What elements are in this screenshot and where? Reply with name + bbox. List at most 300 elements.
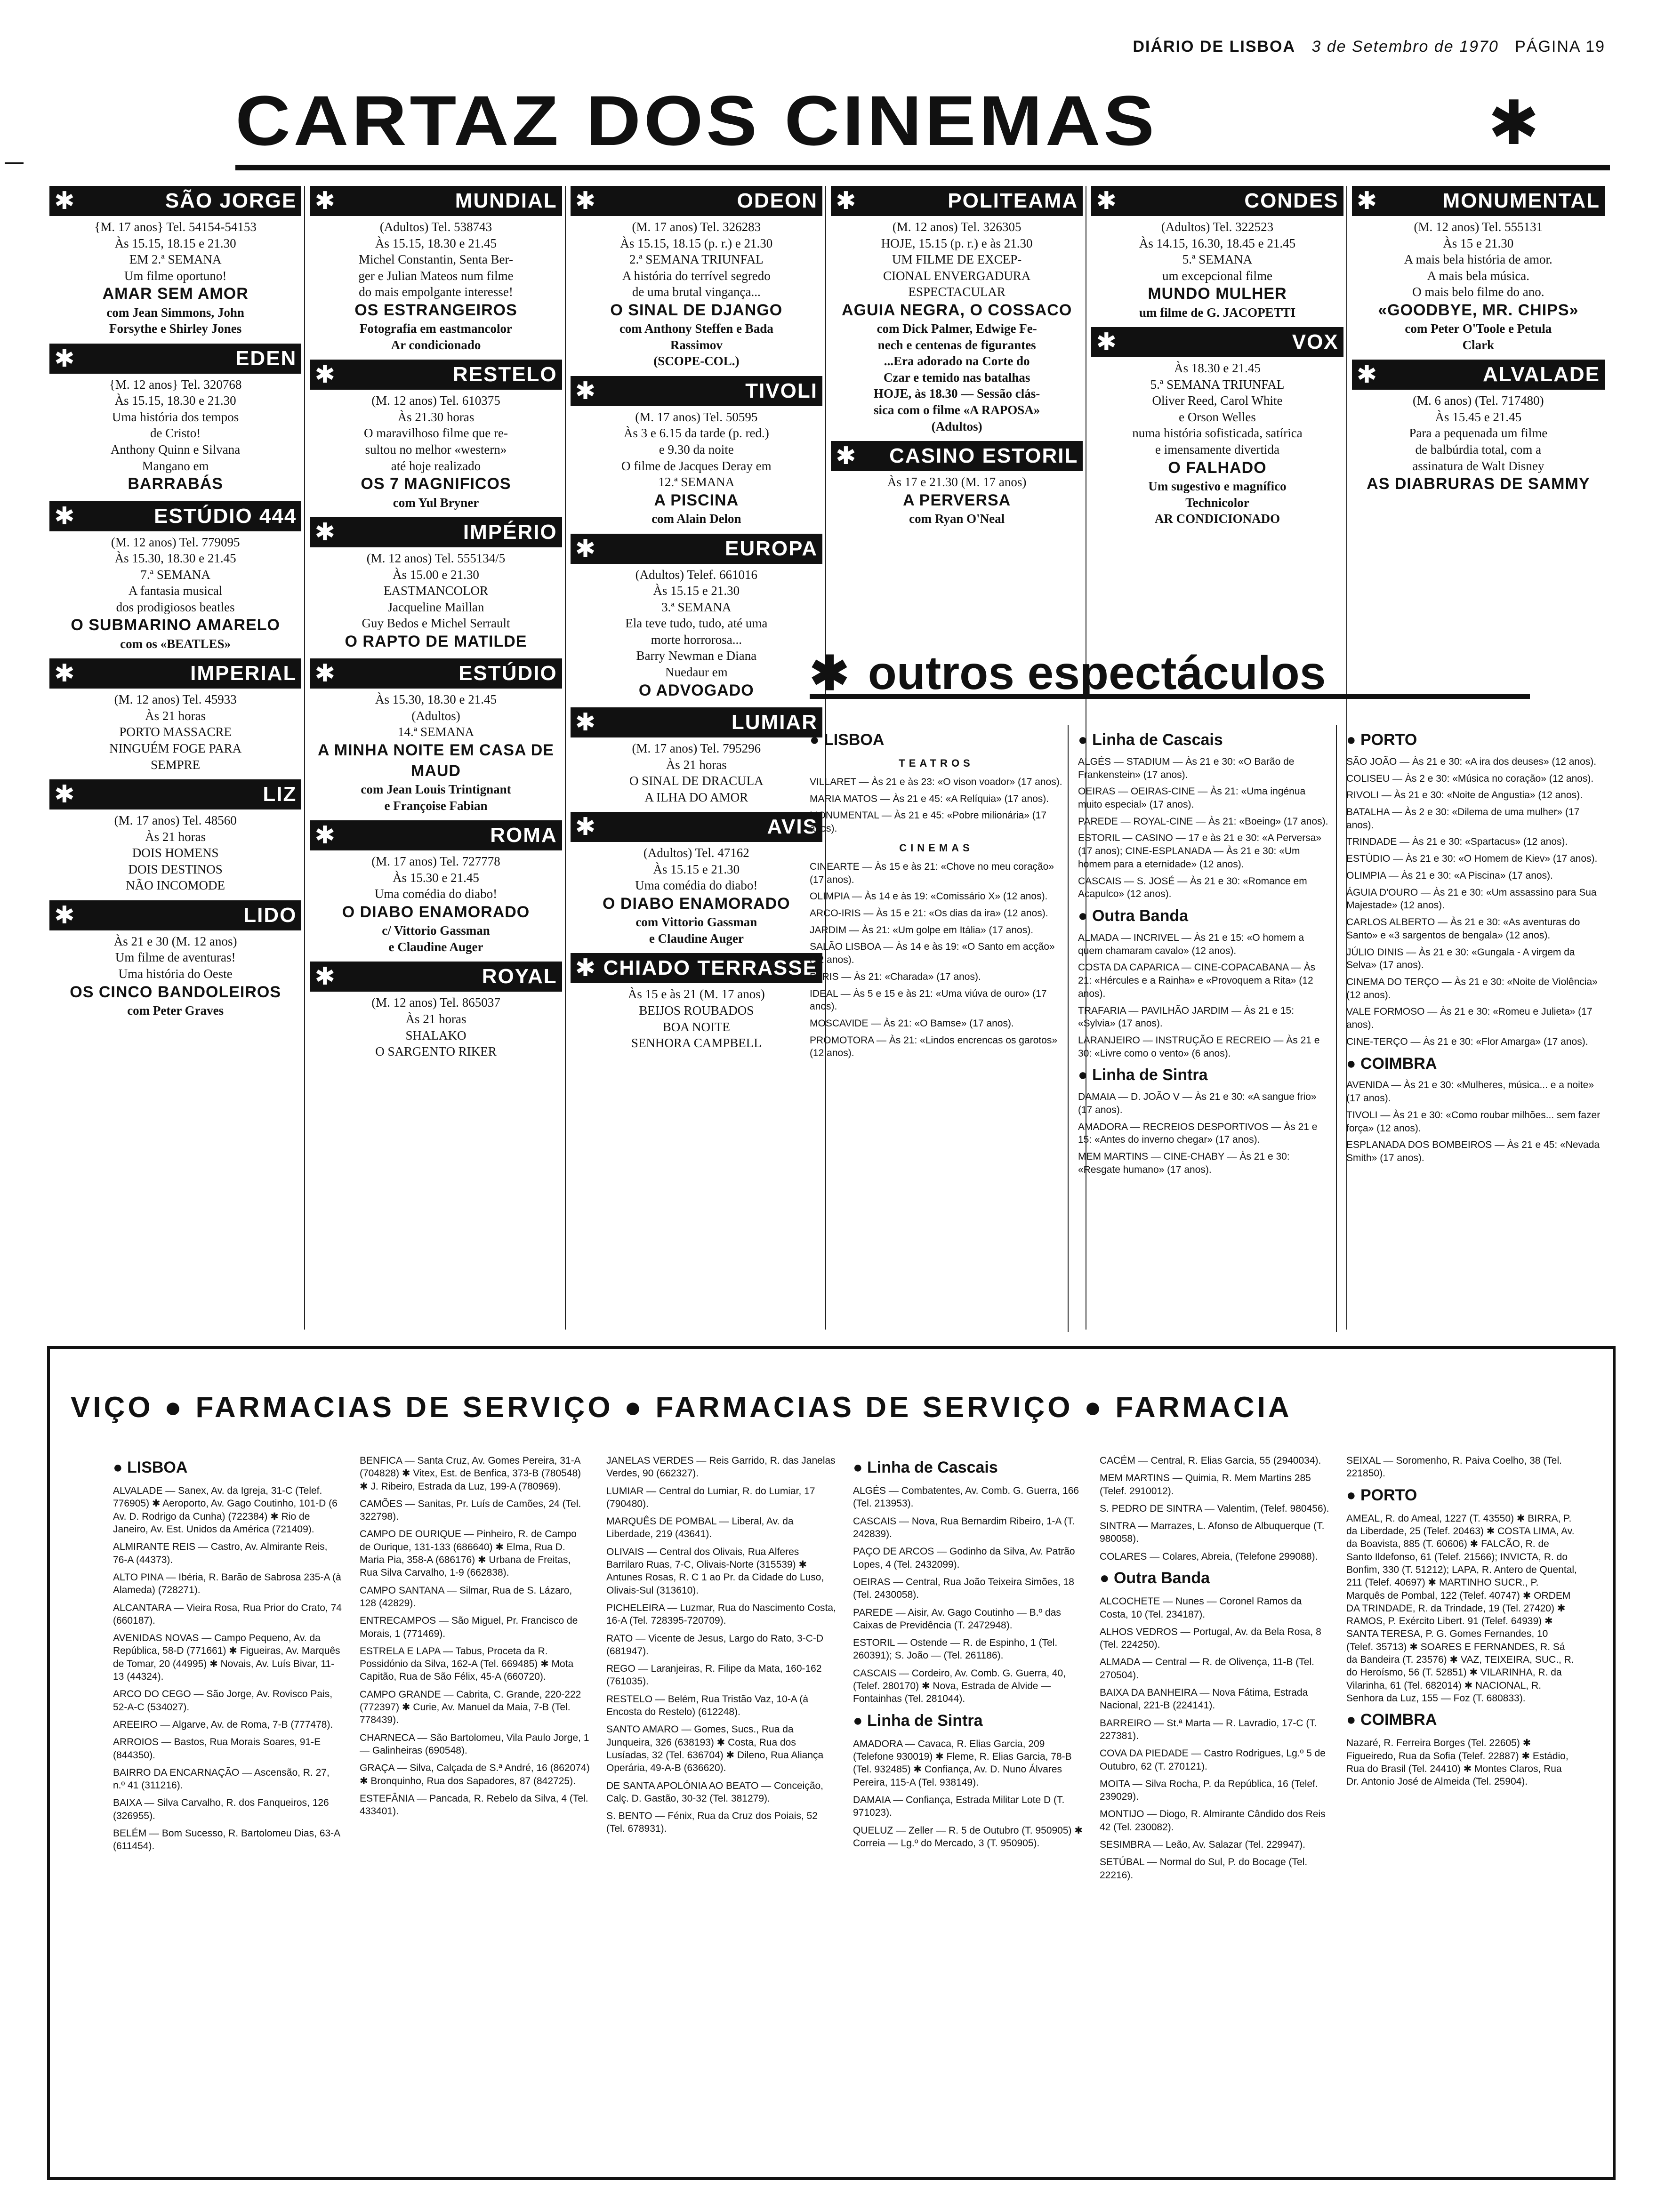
farmacia-entry: BAIRRO DA ENCARNAÇÃO — Ascensão, R. 27, n.º 41 (311216). [113, 1767, 330, 1791]
farmacia-entry: RATO — Vicente de Jesus, Largo do Rato, 3-C-D (681947). [606, 1633, 824, 1657]
cinema-name: LIZ [263, 783, 297, 806]
cinema-listing [49, 658, 301, 776]
cinema-name-bar [49, 501, 301, 531]
cinema-line: de Cristo! [150, 426, 201, 441]
farmacia-entry: DE SANTA APOLÓNIA AO BEATO — Conceição, Calç. D. Gastão, 30-32 (Tel. 381279). [606, 1780, 824, 1804]
cinema-column [571, 186, 826, 1330]
farmacia-column [113, 1454, 344, 2151]
farmacia-entry: AVENIDAS NOVAS — Campo Pequeno, Av. da República, 58-D (771661) ✱ Figueiras, Av. Marquês de Tomar, 20 (44995) ✱ Novais, Av. Luís Bivar, 11-13 (44324). [113, 1633, 340, 1683]
cinema-name: ESTÚDIO [458, 662, 557, 685]
cinema-line: 5.ª SEMANA [1182, 252, 1253, 267]
cinema-line: UM FILME DE EXCEP- [892, 252, 1022, 267]
farmacia-column [606, 1454, 837, 2151]
cinema-line: BEIJOS ROUBADOS [639, 1003, 754, 1018]
asterisk-icon: ✱ [54, 187, 76, 215]
cinema-line: com Peter Graves [127, 1003, 224, 1018]
cinema-line: Guy Bedos e Michel Serrault [362, 616, 510, 631]
listing-entry: DAMAIA — D. JOÃO V — Às 21 e 30: «A sangue frio» (17 anos). [1078, 1091, 1317, 1115]
asterisk-icon: ✱ [1096, 187, 1118, 215]
cinema-info [571, 216, 822, 372]
listing-entry: ESPLANADA DOS BOMBEIROS — Às 21 e 45: «Nevada Smith» (17 anos). [1346, 1139, 1600, 1163]
cinema-line: EASTMANCOLOR [383, 584, 488, 598]
cinema-name: ROMA [490, 824, 557, 847]
cinema-line: (Adultos) Tel. 322523 [1161, 220, 1274, 234]
cinema-line: Technicolor [1185, 495, 1249, 510]
cinema-line: PORTO MASSACRE [119, 725, 232, 739]
farmacia-entry: AREEIRO — Algarve, Av. de Roma, 7-B (777478). [113, 1719, 333, 1730]
film-title: A MINHA NOITE EM CASA DE MAUD [318, 741, 554, 780]
farmacia-entry: ALMADA — Central — R. de Olivença, 11-B (Tel. 270504). [1100, 1657, 1314, 1681]
cinema-info [49, 809, 301, 897]
farmacia-entry: ARROIOS — Bastos, Rua Morais Soares, 91-E (844350). [113, 1737, 321, 1761]
cinema-name: LUMIAR [731, 711, 818, 734]
cinema-line: até hoje realizado [391, 458, 481, 473]
farmacia-entry: ALMIRANTE REIS — Castro, Av. Almirante Reis, 76-A (44373). [113, 1541, 328, 1565]
region-heading: ● PORTO [1346, 1486, 1417, 1504]
listing-entry: MOSCAVIDE — Às 21: «O Bamse» (17 anos). [810, 1018, 1014, 1029]
cinema-line: Às 15.30 e 21.45 [393, 870, 479, 885]
cinema-line: HOJE, 15.15 (p. r.) e às 21.30 [881, 236, 1033, 250]
cinema-line: Forsythe e Shirley Jones [109, 321, 242, 336]
cinema-line: com Yul Bryner [393, 495, 479, 510]
cinema-line: e Françoise Fabian [384, 798, 488, 813]
farmacia-column [1100, 1454, 1330, 2151]
cinema-listing [571, 812, 822, 949]
outros-col-porto [1342, 725, 1605, 1332]
cinema-line: Às 21 horas [145, 829, 206, 844]
cinema-line: A mais bela música. [1427, 268, 1530, 283]
cinema-line: (M. 17 anos) Tel. 48560 [114, 813, 237, 828]
cinema-name-bar [1352, 360, 1605, 390]
cinema-line: O filme de Jacques Deray em [621, 458, 772, 473]
cinema-name-bar [310, 658, 562, 689]
farmacia-entry: Nazaré, R. Ferreira Borges (Tel. 22605) ✱ Figueiredo, Rua da Sofia (Telef. 22887) ✱ Estádio, Rua do Brasil (Tel. 24410) ✱ Montes Claros, Rua Dr. Antonio José de Almeida (Tel. 25904). [1346, 1738, 1569, 1787]
cinema-line: ger e Julian Mateos num filme [358, 268, 514, 283]
listing-entry: IDEAL — Às 5 e 15 e às 21: «Uma viúva de ouro» (17 anos). [810, 988, 1047, 1012]
listing-entry: VILLARET — Às 21 e às 23: «O vison voador» (17 anos). [810, 776, 1062, 787]
cinema-name-bar [310, 820, 562, 850]
listing-entry: CINE-TERÇO — Às 21 e 30: «Flor Amarga» (17 anos). [1346, 1036, 1588, 1047]
farmacia-entry: CAMPO DE OURIQUE — Pinheiro, R. de Campo de Ourique, 131-133 (686640) ✱ Elma, Rua D. Maria Pia, 358-A (686176) ✱ Urbana de Freitas, Rua Silva Carvalho, 1-9 (662838). [360, 1529, 577, 1579]
cinema-name-bar [1091, 186, 1343, 216]
cinema-name: ROYAL [482, 965, 557, 988]
film-title: O SUBMARINO AMARELO [71, 616, 280, 634]
cinema-listing [310, 962, 562, 1062]
farmacia-entry: OEIRAS — Central, Rua João Teixeira Simões, 18 (Tel. 2430058). [853, 1576, 1074, 1601]
cinema-line: c/ Vittorio Gassman [382, 923, 490, 938]
listing-entry: PROMOTORA — Às 21: «Lindos encrencas os garotos» (12 anos). [810, 1034, 1058, 1059]
listing-entry: TRINDADE — Às 21 e 30: «Spartacus» (12 anos). [1346, 836, 1568, 848]
cinema-info [310, 547, 562, 655]
cinema-name: MUNDIAL [455, 189, 557, 212]
cinema-name-bar [571, 953, 822, 983]
cinema-line: Um filme oportuno! [124, 268, 227, 283]
cinema-line: (M. 12 anos) Tel. 45933 [114, 692, 237, 707]
cinema-name: EDEN [235, 346, 297, 370]
cinema-listing [571, 186, 822, 372]
cinema-line: Às 15.00 e 21.30 [393, 567, 479, 582]
cinema-line: Às 18.30 e 21.45 [1174, 361, 1261, 376]
cinema-line: SENHORA CAMPBELL [631, 1036, 762, 1050]
cinema-listing [1091, 327, 1343, 529]
listing-entry: JÚLIO DINIS — Às 21 e 30: «Gungala - A virgem da Selva» (17 anos). [1346, 946, 1575, 971]
cinema-info [49, 930, 301, 1022]
cinema-name: RESTELO [452, 363, 557, 386]
region-heading: ● COIMBRA [1346, 1054, 1437, 1073]
farmacia-entry: PAREDE — Aisir, Av. Gago Coutinho — B.º das Caixas de Previdência (T. 2472948). [853, 1607, 1061, 1631]
cinema-line: O SARGENTO RIKER [375, 1044, 497, 1059]
cinema-line: numa história sofisticada, satírica [1132, 426, 1303, 441]
cinema-line: 2.ª SEMANA TRIUNFAL [629, 252, 764, 267]
listing-entry: ESTORIL — CASINO — 17 e às 21 e 30: «A Perversa» (17 anos); CINE-ESPLANADA — Às 21 e 30: «Um homem para a eternidade» (12 anos). [1078, 833, 1322, 870]
cinema-line: Ar condicionado [391, 337, 481, 352]
film-title: A PERVERSA [903, 491, 1011, 509]
asterisk-icon: ✱ [1488, 87, 1539, 159]
asterisk-icon: ✱ [835, 442, 857, 471]
film-title: A PISCINA [654, 491, 739, 509]
film-title: OS 7 MAGNIFICOS [361, 475, 511, 493]
listing-entry: LARANJEIRO — INSTRUÇÃO E RECREIO — Às 21 e 30: «Livre como o vento» (6 anos). [1078, 1034, 1320, 1059]
cinema-line: O maravilhoso filme que re- [364, 426, 508, 441]
cinema-line: A história do terrível segredo [622, 268, 771, 283]
cinema-info [831, 216, 1083, 437]
farmacia-entry: MARQUÊS DE POMBAL — Liberal, Av. da Liberdade, 219 (43641). [606, 1516, 794, 1540]
asterisk-icon: ✱ [314, 962, 336, 991]
cinema-line: EM 2.ª SEMANA [129, 252, 222, 267]
margin-mark [5, 162, 24, 164]
region-heading: ● Linha de Sintra [1078, 1066, 1208, 1084]
asterisk-icon: ✱ [575, 377, 597, 405]
cinema-line: {M. 12 anos} Tel. 320768 [109, 377, 242, 392]
page-title: CARTAZ DOS CINEMAS [235, 81, 1158, 160]
cinema-line: (M. 17 anos) Tel. 795296 [632, 741, 761, 756]
film-title: AGUIA NEGRA, O COSSACO [842, 301, 1072, 319]
cinema-line: SHALAKO [405, 1028, 467, 1042]
issue-date: 3 de Setembro de 1970 [1311, 38, 1499, 56]
farmacia-entry: ALCANTARA — Vieira Rosa, Rua Prior do Crato, 74 (660187). [113, 1602, 342, 1626]
cinema-line: Às 15.15 e 21.30 [653, 584, 740, 598]
cinema-info [310, 992, 562, 1062]
cinema-line: (SCOPE-COL.) [653, 354, 740, 369]
cinema-line: SEMPRE [151, 757, 201, 772]
cinema-info [49, 374, 301, 497]
cinema-line: A mais bela história de amor. [1404, 252, 1552, 267]
cinema-line: Às 21 horas [405, 1011, 467, 1026]
asterisk-icon: ✱ [314, 518, 336, 547]
cinema-info [310, 390, 562, 513]
cinema-line: com Ryan O'Neal [909, 512, 1005, 526]
cinema-line: (Adultos) Tel. 47162 [643, 846, 749, 860]
cinema-name: ODEON [737, 189, 818, 212]
cinema-name-bar [310, 517, 562, 547]
asterisk-icon: ✱ [575, 534, 597, 563]
listing-entry: MARIA MATOS — Às 21 e 45: «A Relíquia» (17 anos). [810, 793, 1049, 804]
cinema-line: DOIS HOMENS [132, 846, 219, 860]
cinema-line: sultou no melhor «western» [365, 442, 507, 457]
cinema-line: e 9.30 da noite [659, 442, 734, 457]
cinema-line: 12.ª SEMANA [658, 475, 735, 489]
asterisk-icon: ✱ [314, 821, 336, 850]
farmacia-entry: ESTEFÂNIA — Pancada, R. Rebelo da Silva, 4 (Tel. 433401). [360, 1793, 588, 1817]
cinema-line: O mais belo filme do ano. [1412, 285, 1544, 299]
listing-entry: ALGÉS — STADIUM — Às 21 e 30: «O Barão de Frankenstein» (17 anos). [1078, 756, 1295, 780]
title-rule [235, 165, 1610, 170]
cinema-info [1091, 357, 1343, 529]
farmacia-entry: PAÇO DE ARCOS — Godinho da Silva, Av. Patrão Lopes, 4 (Tel. 2432099). [853, 1546, 1075, 1570]
cinema-line: com Vittorio Gassman [635, 915, 757, 930]
cinema-line: assinatura de Walt Disney [1412, 458, 1544, 473]
cinema-info [1352, 390, 1605, 497]
listing-entry: TRAFARIA — PAVILHÃO JARDIM — Às 21 e 15: «Sylvia» (17 anos). [1078, 1005, 1295, 1029]
listing-entry: COLISEU — Às 2 e 30: «Música no coração» (12 anos). [1346, 773, 1594, 784]
region-heading: ● LISBOA [113, 1459, 188, 1476]
outros-listings [805, 725, 1605, 1332]
cinema-name: SÃO JORGE [165, 189, 297, 212]
listing-entry: OEIRAS — OEIRAS-CINE — Às 21: «Uma ingénua muito especial» (17 anos). [1078, 786, 1306, 810]
asterisk-icon: ✱ [54, 659, 76, 688]
listing-entry: JARDIM — Às 21: «Um golpe em Itália» (17 anos). [810, 924, 1034, 936]
cinema-name: CASINO ESTORIL [889, 444, 1078, 468]
farmacia-entry: JANELAS VERDES — Reis Garrido, R. das Janelas Verdes, 90 (662327). [606, 1455, 836, 1479]
cinema-line: BOA NOITE [662, 1019, 730, 1034]
region-heading: ● Outra Banda [1078, 907, 1189, 925]
cinema-listing [1352, 360, 1605, 497]
asterisk-icon: ✱ [314, 187, 336, 215]
cinema-line: Czar e temido nas batalhas [883, 370, 1030, 385]
cinema-line: Um filme de aventuras! [115, 950, 236, 965]
cinema-name-bar [571, 812, 822, 842]
cinema-listing [571, 534, 822, 704]
cinema-line: (M. 17 anos) Tel. 326283 [632, 220, 761, 234]
region-heading: ● LISBOA [810, 731, 885, 749]
film-title: AS DIABRURAS DE SAMMY [1367, 475, 1590, 493]
cinema-line: Um sugestivo e magnífico [1148, 479, 1287, 494]
listing-entry: AMADORA — RECREIOS DESPORTIVOS — Às 21 e 15: «Antes do inverno chegar» (17 anos). [1078, 1121, 1318, 1146]
cinema-line: Às 15.15, 18.15 (p. r.) e 21.30 [620, 236, 773, 250]
cinema-line: Barry Newman e Diana [636, 649, 757, 663]
asterisk-icon: ✱ [575, 187, 597, 215]
farmacia-entry: CASCAIS — Nova, Rua Bernardim Ribeiro, 1-A (T. 242839). [853, 1515, 1075, 1540]
asterisk-icon: ✱ [575, 813, 597, 842]
farmacia-entry: ESTRELA E LAPA — Tabus, Proceta da R. Possidónio da Silva, 162-A (Tel. 669485) ✱ Mota Capitão, Rua de São Félix, 45-A (660720). [360, 1645, 574, 1683]
cinema-line: {M. 17 anos} Tel. 54154-54153 [94, 220, 257, 234]
region-heading: ● COIMBRA [1346, 1711, 1437, 1729]
cinema-line: dos prodigiosos beatles [116, 600, 235, 614]
listing-entry: PARIS — Às 21: «Charada» (17 anos). [810, 971, 981, 982]
cinema-column [310, 186, 565, 1330]
asterisk-icon: ✱ [54, 901, 76, 930]
cinema-info [310, 689, 562, 817]
farmacia-entry: QUELUZ — Zeller — R. 5 de Outubro (T. 950905) ✱ Correia — Lg.º do Mercado, 3 (T. 950905). [853, 1825, 1083, 1849]
farmacia-entry: MONTIJO — Diogo, R. Almirante Cândido dos Reis 42 (Tel. 230082). [1100, 1809, 1326, 1833]
cinema-line: (M. 6 anos) (Tel. 717480) [1413, 393, 1544, 408]
listing-entry: PAREDE — ROYAL-CINE — Às 21: «Boeing» (17 anos). [1078, 816, 1328, 827]
cinema-line: e Claudine Auger [649, 931, 744, 946]
cinema-line: (M. 12 anos) Tel. 555134/5 [366, 551, 506, 566]
listing-entry: MONUMENTAL — Às 21 e 45: «Pobre milionária» (17 anos). [810, 810, 1047, 834]
region-heading: ● Outra Banda [1100, 1569, 1210, 1587]
outros-title: outros espectáculos [868, 646, 1326, 699]
farmacia-entry: BELÉM — Bom Sucesso, R. Bartolomeu Dias, 63-A (611454). [113, 1828, 340, 1852]
cinema-listing [1352, 186, 1605, 356]
cinema-name: CHIADO TERRASSE [603, 956, 818, 980]
cinema-name-bar [310, 360, 562, 390]
film-title: AMAR SEM AMOR [102, 285, 249, 303]
cinema-line: um excepcional filme [1162, 268, 1272, 283]
listing-entry: BATALHA — Às 2 e 30: «Dilema de uma mulher» (17 anos). [1346, 807, 1580, 831]
cinema-line: Às 17 e 21.30 (M. 17 anos) [887, 475, 1027, 489]
farmacia-entry: SETÚBAL — Normal do Sul, P. do Bocage (Tel. 22216). [1100, 1857, 1308, 1881]
listing-entry: SÃO JOÃO — Às 21 e 30: «A ira dos deuses» (12 anos). [1346, 756, 1597, 767]
listing-entry: COSTA DA CAPARICA — CINE-COPACABANA — Às 21: «Hércules e a Rainha» e «Provoquem a Rita» (12 anos). [1078, 962, 1316, 999]
listing-entry: CASCAIS — S. JOSÉ — Às 21 e 30: «Romance em Acapulco» (12 anos). [1078, 875, 1307, 900]
listing-entry: SALÃO LISBOA — Às 14 e às 19: «O Santo em acção» (12 anos). [810, 941, 1055, 966]
listing-entry: RIVOLI — Às 21 e 30: «Noite de Angustia» (12 anos). [1346, 790, 1583, 801]
cinema-name: POLITEAMA [948, 189, 1078, 212]
cinema-line: e Claudine Auger [388, 939, 483, 954]
farmacia-entry: SINTRA — Marrazes, L. Afonso de Albuquerque (T. 980058). [1100, 1521, 1325, 1545]
region-heading: ● PORTO [1346, 731, 1417, 749]
cinema-line: Para a pequenada um filme [1409, 426, 1548, 441]
farmacia-entry: BARREIRO — St.ª Marta — R. Lavradio, 17-C (T. 227381). [1100, 1717, 1317, 1741]
cinema-line: Às 15 e às 21 (M. 17 anos) [627, 987, 765, 1002]
cinema-name-bar [310, 962, 562, 992]
cinema-line: (M. 17 anos) Tel. 50595 [635, 409, 758, 424]
film-title: O DIABO ENAMORADO [342, 903, 530, 921]
farmacia-entry: MEM MARTINS — Quimia, R. Mem Martins 285 (Telef. 2910012). [1100, 1473, 1311, 1497]
cinema-info [49, 689, 301, 776]
cinema-column [49, 186, 305, 1330]
cinema-name-bar [49, 344, 301, 374]
listing-entry: TIVOLI — Às 21 e 30: «Como roubar milhões... sem fazer força» (12 anos). [1346, 1109, 1601, 1134]
farmacia-entry: SANTO AMARO — Gomes, Sucs., Rua da Junqueira, 326 (638193) ✱ Costa, Rua dos Lusíadas, 32 (Tel. 636704) ✱ Dileno, Rua Aliança Operária, 49-A-B (636620). [606, 1724, 824, 1774]
cinema-name-bar [1352, 186, 1605, 216]
listing-entry: ARCO-IRIS — Às 15 e 21: «Os dias da ira» (12 anos). [810, 907, 1048, 919]
cinema-listing [571, 707, 822, 808]
asterisk-icon: ✱ [835, 187, 857, 215]
cinema-line: DOIS DESTINOS [128, 862, 223, 876]
cinema-listing [310, 517, 562, 655]
cinema-line: Clark [1462, 337, 1495, 352]
cinema-line: 3.ª SEMANA [661, 600, 732, 614]
cinema-line: com Jean Simmons, John [106, 305, 244, 320]
cinema-line: com Anthony Steffen e Bada [619, 321, 773, 336]
farmacia-entry: LUMIAR — Central do Lumiar, R. do Lumiar, 17 (790480). [606, 1485, 815, 1509]
farmacia-entry: AMEAL, R. do Ameal, 1227 (T. 43550) ✱ BIRRA, P. da Liberdade, 25 (Telef. 20463) ✱ COSTA LIMA, Av. da Boavista, 885 (T. 60606) ✱ FALCÃO, R. de Santo Ildefonso, 61 (Telef. 21566); INVICTA, R. do Bonfim, 330 (T. 51212); LAPA, R. Antero de Quental, 211 (Telef. 40697) ✱ MARTINHO SUCR., P. Marquês de Pombal, 122 (Telef. 40747) ✱ ORDEM DA TRINDADE, R. da Trindade, 19 (Tel. 27420) ✱ RAMOS, P. Exército Libert. 91 (Telef. 64939) ✱ SANTA TERESA, P. G. Gomes Fernandes, 10 (Telef. 35713) ✱ SOARES E FERNANDES, R. Sá da Bandeira (T. 23576) ✱ VAZ, TEIXEIRA, SUC., R. do Heroísmo, 56 (T. 52851) ✱ VILARINHA, R. da Vilarinha, 61 (Tel. 682014) ✱ NACIONAL, R. Senhora da Luz, 155 — Foz (T. 680833). [1346, 1513, 1577, 1704]
cinema-line: (M. 12 anos) Tel. 610375 [371, 393, 500, 408]
cinema-line: CIONAL ENVERGADURA [883, 268, 1031, 283]
cinema-line: do mais empolgante interesse! [359, 285, 513, 299]
farmacia-entry: ESTORIL — Ostende — R. de Espinho, 1 (Tel. 260391); S. João — (Tel. 261186). [853, 1637, 1058, 1661]
page-header [1133, 38, 1605, 56]
asterisk-icon: ✱ [1356, 361, 1378, 389]
cinema-name: LIDO [243, 903, 297, 927]
cinema-name-bar [571, 534, 822, 564]
cinema-name: MONUMENTAL [1442, 189, 1600, 212]
cinema-line: de uma brutal vingança... [632, 285, 761, 299]
farmacia-entry: CAMPO GRANDE — Cabrita, C. Grande, 220-222 (772397) ✱ Curie, Av. Manuel da Maia, 7-B (Tel. 778439). [360, 1689, 581, 1726]
farmacia-entry: PICHELEIRA — Luzmar, Rua do Nascimento Costa, 16-A (Tel. 728395-720709). [606, 1602, 836, 1627]
cinema-line: e Orson Welles [1179, 409, 1256, 424]
cinema-name-bar [831, 441, 1083, 471]
cinema-line: (M. 17 anos) Tel. 727778 [371, 854, 500, 869]
farmacia-entry: DAMAIA — Confiança, Estrada Militar Lote D (T. 971023). [853, 1795, 1065, 1819]
farmacias-banner: VIÇO ● FARMACIAS DE SERVIÇO ● FARMACIAS DE SERVIÇO ● FARMACIA [71, 1391, 1292, 1424]
cinema-line: NINGUÉM FOGE PARA [109, 741, 242, 756]
cinema-name-bar [49, 186, 301, 216]
film-title: O ADVOGADO [638, 681, 754, 699]
farmacia-entry: BENFICA — Santa Cruz, Av. Gomes Pereira, 31-A (704828) ✱ Vitex, Est. de Benfica, 373-B (780548) ✱ J. Ribeiro, Estrada da Luz, 199-A (780969). [360, 1455, 581, 1492]
cinema-listing [1091, 186, 1343, 323]
cinema-line: (Adultos) Telef. 661016 [635, 567, 757, 582]
cinema-line: Oliver Reed, Carol White [1152, 393, 1283, 408]
cinema-info [310, 850, 562, 958]
cinema-line: Uma história dos tempos [112, 409, 239, 424]
cinema-name-bar [571, 186, 822, 216]
listing-entry: OLIMPIA — Às 21 e 30: «A Piscina» (17 anos). [1346, 870, 1553, 881]
cinema-line: Nuedaur em [665, 665, 728, 679]
farmacia-entry: S. BENTO — Fénix, Rua da Cruz dos Poiais, 52 (Tel. 678931). [606, 1811, 818, 1835]
region-heading: ● Linha de Sintra [853, 1711, 983, 1730]
film-title: O RAPTO DE MATILDE [345, 632, 527, 650]
asterisk-icon: ✱ [575, 708, 597, 737]
outros-header [810, 646, 1530, 700]
farmacia-entry: COLARES — Colares, Abreia, (Telefone 299088). [1100, 1551, 1318, 1562]
cinema-line: Anthony Quinn e Silvana [111, 442, 241, 457]
cinema-name-bar [831, 186, 1083, 216]
listing-entry: ESTÚDIO — Às 21 e 30: «O Homem de Kiev» (17 anos). [1346, 853, 1598, 865]
cinema-line: Ela teve tudo, tudo, até uma [625, 616, 768, 631]
cinema-listing [571, 953, 822, 1054]
cinema-name: IMPERIAL [190, 662, 297, 685]
cinema-line: um filme de G. JACOPETTI [1139, 305, 1296, 320]
page-number: PÁGINA 19 [1515, 38, 1605, 56]
cinema-line: (Adultos) Tel. 538743 [379, 220, 492, 234]
cinema-line: (M. 12 anos) Tel. 555131 [1414, 220, 1543, 234]
cinema-name-bar [49, 658, 301, 689]
farmacia-entry: ARCO DO CEGO — São Jorge, Av. Rovisco Pais, 52-A-C (534027). [113, 1689, 333, 1713]
film-title: O FALHADO [1168, 458, 1267, 477]
cinema-line: com Peter O'Toole e Petula [1405, 321, 1552, 336]
listing-entry: OLIMPIA — Às 14 e às 19: «Comissário X» (12 anos). [810, 891, 1048, 902]
asterisk-icon: ✱ [54, 502, 76, 530]
cinema-line: Uma história do Oeste [118, 966, 233, 981]
cinema-line: HOJE, às 18.30 — Sessão clás- [874, 386, 1040, 401]
cinema-name: TIVOLI [745, 379, 818, 402]
listing-entry: CINEMA DO TERÇO — Às 21 e 30: «Noite de Violência» (12 anos). [1346, 976, 1598, 1001]
farmacia-entry: COVA DA PIEDADE — Castro Rodrigues, Lg.º 5 de Outubro, 62 (T. 270121). [1100, 1748, 1326, 1772]
cinema-line: morte horrorosa... [651, 632, 742, 647]
farmacia-entry: SEIXAL — Soromenho, R. Paiva Coelho, 38 (Tel. 221850). [1346, 1455, 1562, 1479]
cinema-info [1091, 216, 1343, 323]
listing-entry: CARLOS ALBERTO — Às 21 e 30: «As aventuras do Santo» e «3 sargentos de bengala» (12 anos). [1346, 917, 1580, 941]
film-title: «GOODBYE, MR. CHIPS» [1378, 301, 1579, 319]
cinema-line: com os «BEATLES» [120, 636, 231, 651]
cinema-name-bar [310, 186, 562, 216]
cinema-listing [49, 501, 301, 655]
cinema-line: Às 15.45 e 21.45 [1435, 409, 1522, 424]
cinema-line: (M. 12 anos) Tel. 865037 [371, 995, 500, 1010]
asterisk-icon: ✱ [314, 361, 336, 389]
cinema-info [571, 406, 822, 530]
cinema-line: Às 15.30, 18.30 e 21.45 [114, 551, 236, 566]
film-title: OS ESTRANGEIROS [354, 301, 517, 319]
farmacia-entry: RESTELO — Belém, Rua Tristão Vaz, 10-A (à Encosta do Restelo) (612248). [606, 1693, 809, 1718]
listing-entry: MEM MARTINS — CINE-CHABY — Às 21 e 30: «Resgate humano» (17 anos). [1078, 1151, 1290, 1175]
listing-entry: CINEARTE — Às 15 e às 21: «Chove no meu coração» (17 anos). [810, 861, 1054, 885]
cinema-info [571, 842, 822, 949]
cinema-line: Fotografia em eastmancolor [360, 321, 512, 336]
